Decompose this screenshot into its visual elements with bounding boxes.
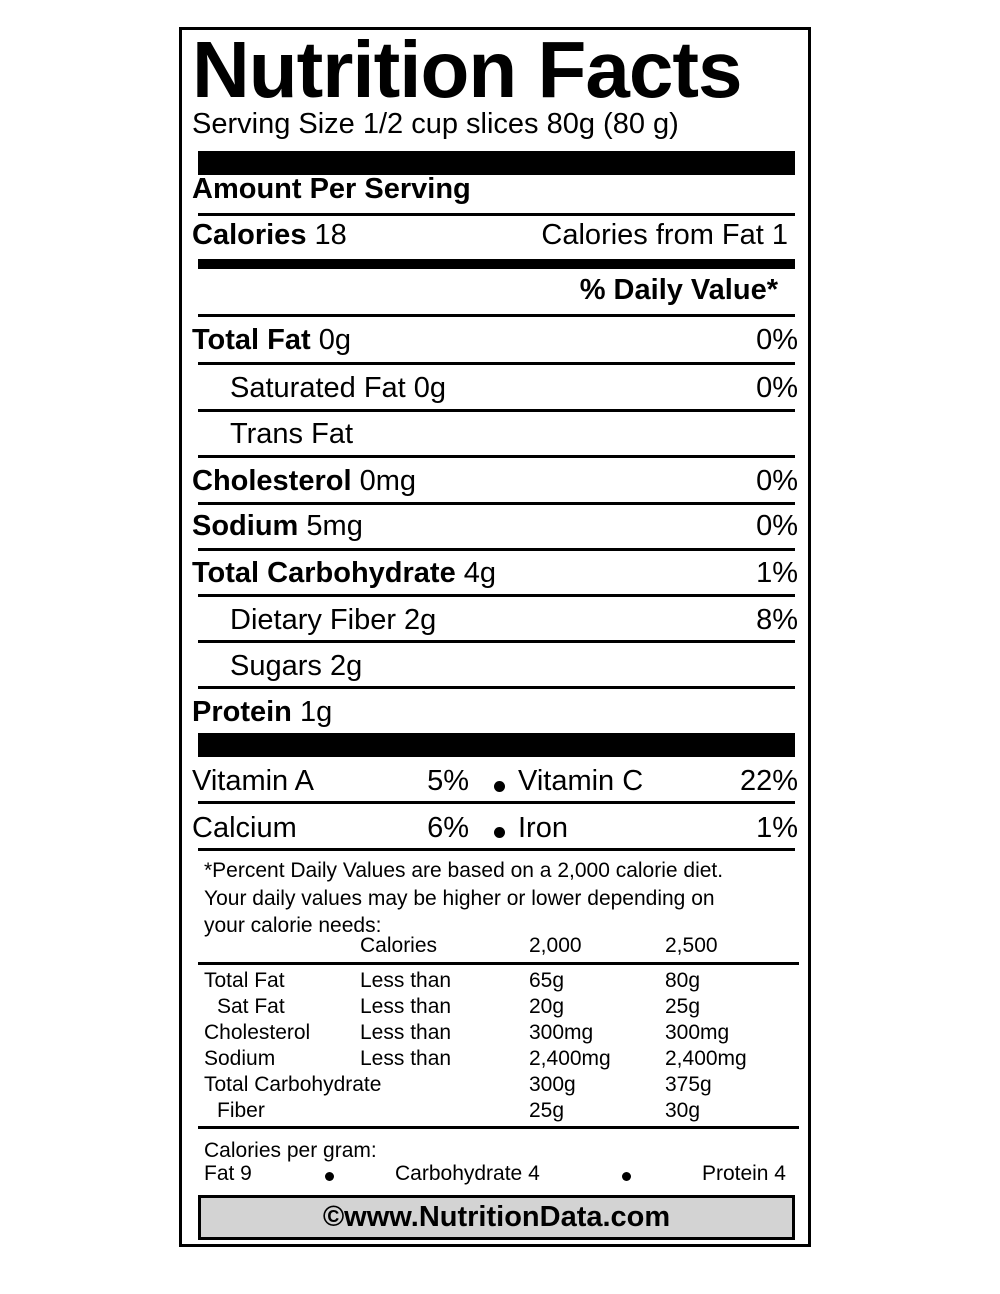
table-cell: 20g	[529, 995, 565, 1018]
calories-per-gram-carbohydrate: Carbohydrate 4	[395, 1162, 540, 1185]
nutrient-row-sodium	[192, 507, 798, 547]
table-cell: 2,400mg	[529, 1047, 611, 1070]
vitamin-name: Vitamin A	[192, 765, 314, 797]
table-cell: 25g	[529, 1099, 565, 1122]
nutrient-row-dietary-fiber	[192, 601, 798, 641]
nutrient-row-protein	[192, 693, 798, 733]
calories-label: Calories	[192, 219, 307, 251]
daily-value-header: % Daily Value*	[579, 274, 778, 306]
bullet-icon	[325, 1172, 334, 1181]
table-cell: Cholesterol	[204, 1021, 311, 1044]
vitamin-name: Iron	[518, 812, 568, 844]
divider	[198, 455, 795, 458]
table-header: 2,500	[665, 934, 718, 957]
vitamin-dv: 6%	[427, 812, 469, 844]
nutrient-name: Total Carbohydrate	[192, 557, 456, 589]
table-cell: Total Fat	[204, 969, 285, 992]
table-header: Calories	[360, 934, 438, 957]
divider	[198, 1126, 799, 1129]
table-cell: 300mg	[529, 1021, 594, 1044]
divider	[198, 640, 795, 643]
nutrient-row-trans-fat	[192, 415, 798, 455]
nutrient-name: Saturated Fat 0g	[230, 372, 447, 404]
table-cell: Sat Fat	[217, 995, 285, 1018]
footer-website: ©www.NutritionData.com	[198, 1195, 795, 1240]
divider	[198, 848, 795, 851]
thick-divider	[198, 733, 795, 757]
amount-per-serving-row	[192, 170, 798, 210]
bullet-icon	[494, 781, 505, 792]
medium-divider	[198, 259, 795, 269]
amount-per-serving: Amount Per Serving	[192, 173, 471, 205]
table-cell: Fiber	[217, 1099, 265, 1122]
table-cell: Less than	[360, 995, 452, 1018]
vitamin-name: Vitamin C	[518, 765, 644, 797]
nutrient-amount: 5mg	[306, 510, 363, 542]
nutrient-dv: 0%	[756, 465, 798, 497]
table-cell: Total Carbohydrate	[204, 1073, 382, 1096]
calories-from-fat: Calories from Fat 1	[541, 219, 788, 251]
nutrient-dv: 1%	[756, 557, 798, 589]
daily-value-header-row	[192, 271, 798, 311]
divider	[198, 409, 795, 412]
nutrient-name: Protein	[192, 696, 292, 728]
footnote-line: your calorie needs:	[204, 914, 382, 937]
calories-per-gram-protein: Protein 4	[701, 1162, 786, 1185]
nutrient-amount: 1g	[299, 696, 333, 728]
divider	[198, 686, 795, 689]
table-cell: Sodium	[204, 1047, 276, 1070]
nutrient-amount: 0g	[318, 324, 352, 356]
table-cell: 300mg	[665, 1021, 730, 1044]
nutrient-name: Total Fat	[192, 324, 311, 356]
table-cell: 300g	[529, 1073, 576, 1096]
label-title: Nutrition Facts	[192, 25, 742, 114]
divider	[198, 362, 795, 365]
table-cell: 80g	[665, 969, 701, 992]
nutrient-amount: 4g	[463, 557, 497, 589]
nutrient-dv: 8%	[756, 604, 798, 636]
divider	[198, 801, 795, 804]
table-cell: 65g	[529, 969, 565, 992]
bullet-icon	[494, 827, 505, 838]
table-header: 2,000	[529, 934, 582, 957]
calories-per-gram-label: Calories per gram:	[204, 1139, 377, 1162]
bullet-icon	[622, 1172, 631, 1181]
divider	[198, 548, 795, 551]
calories-per-gram-fat: Fat 9	[204, 1162, 252, 1185]
nutrient-amount: 0mg	[359, 465, 417, 497]
calories-row	[192, 216, 798, 256]
nutrient-row-saturated-fat	[192, 369, 798, 409]
nutrient-dv: 0%	[756, 510, 798, 542]
serving-size: Serving Size 1/2 cup slices 80g (80 g)	[192, 108, 679, 140]
nutrient-name: Dietary Fiber 2g	[230, 604, 437, 636]
table-cell: Less than	[360, 969, 452, 992]
table-cell: 375g	[665, 1073, 712, 1096]
nutrient-dv: 0%	[756, 324, 798, 356]
footnote-line: *Percent Daily Values are based on a 2,000 calorie diet.	[204, 859, 724, 882]
nutrient-row-cholesterol	[192, 462, 798, 502]
table-cell: Less than	[360, 1021, 452, 1044]
nutrient-name: Sodium	[192, 510, 299, 542]
table-cell: 2,400mg	[665, 1047, 747, 1070]
nutrient-dv: 0%	[756, 372, 798, 404]
vitamin-dv: 1%	[756, 812, 798, 844]
divider	[198, 594, 795, 597]
table-cell: Less than	[360, 1047, 452, 1070]
nutrient-row-total-carbohydrate	[192, 554, 798, 594]
nutrient-row-sugars	[192, 647, 798, 687]
nutrient-row-total-fat	[192, 321, 798, 361]
divider	[198, 314, 795, 317]
nutrient-name: Sugars 2g	[230, 650, 363, 682]
vitamin-name: Calcium	[192, 812, 297, 844]
table-cell: 25g	[665, 995, 701, 1018]
divider	[198, 502, 795, 505]
nutrition-label	[179, 27, 811, 1247]
footnote-line: Your daily values may be higher or lower depending on	[204, 887, 715, 910]
calories-value: 18	[314, 219, 347, 251]
vitamin-dv: 5%	[427, 765, 469, 797]
vitamin-dv: 22%	[739, 765, 798, 797]
nutrient-name: Trans Fat	[230, 418, 354, 450]
divider	[198, 962, 799, 965]
table-cell: 30g	[665, 1099, 701, 1122]
nutrient-name: Cholesterol	[192, 465, 352, 497]
